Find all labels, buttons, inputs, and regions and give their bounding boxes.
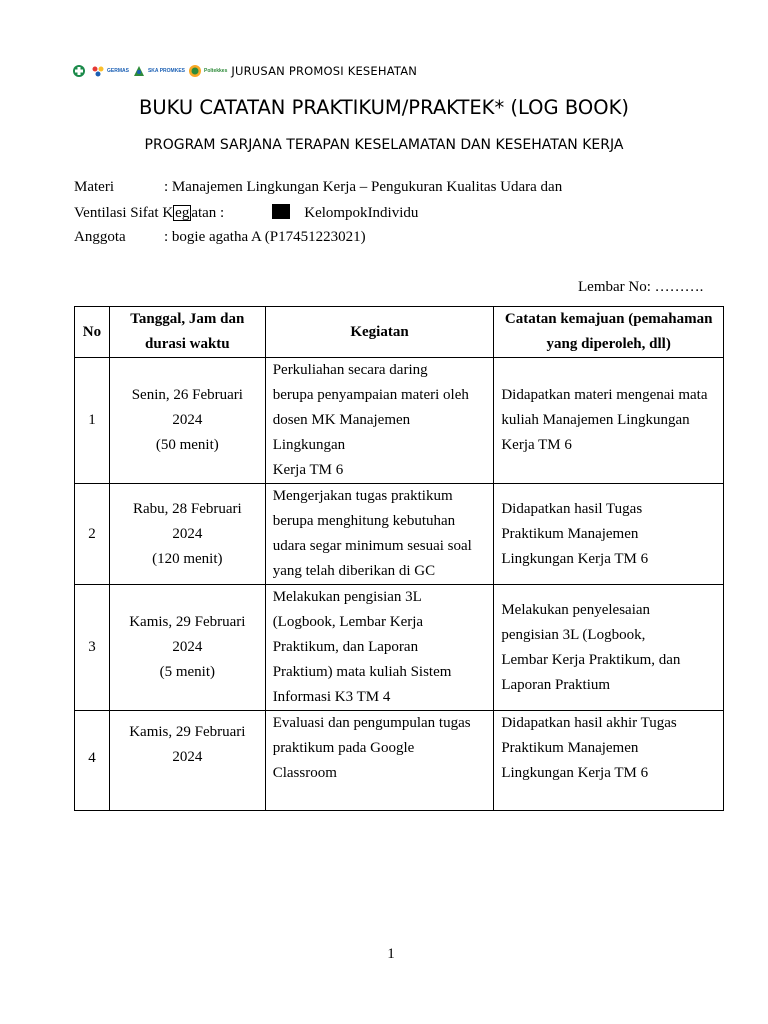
- catatan-line: kuliah Manajemen Lingkungan: [501, 412, 690, 428]
- catatan-line: pengisian 3L (Logbook,: [501, 626, 646, 643]
- kegiatan-line: berupa menghitung kebutuhan: [272, 513, 456, 529]
- kelompok-checkbox[interactable]: [272, 204, 290, 219]
- catatan-line: Melakukan penyelesaian: [501, 601, 651, 618]
- date-line: 2024: [172, 412, 203, 428]
- kemenkes-logo-mark: [72, 64, 86, 78]
- sifat-kegiatan-text-start: Ventilasi Sifat K: [74, 205, 174, 221]
- kegiatan-line: Melakukan pengisian 3L: [272, 589, 422, 605]
- promkes-logo-mark: [132, 64, 146, 78]
- kegiatan-line: udara segar minimum sesuai soal: [272, 538, 472, 554]
- row-catatan: [494, 585, 724, 711]
- date-line: Kamis, 29 Februari: [129, 614, 246, 630]
- kegiatan-line: Evaluasi dan pengumpulan tugas: [272, 715, 471, 731]
- row-no: 2: [75, 484, 110, 585]
- date-line: 2024: [172, 749, 203, 765]
- catatan-line: Lingkungan Kerja TM 6: [501, 550, 649, 567]
- row-no: 3: [75, 585, 110, 711]
- header-date-line: durasi waktu: [145, 336, 230, 352]
- logbook-table: [74, 306, 724, 811]
- catatan-line: Didapatkan hasil Tugas: [501, 500, 643, 517]
- date-line: Rabu, 28 Februari: [132, 500, 242, 517]
- option-kelompok: Kelompok: [304, 205, 368, 221]
- institution-logos: [72, 62, 227, 80]
- anggota-line: [74, 229, 366, 246]
- header-date-line: Tanggal, Jam dan: [130, 311, 245, 327]
- date-line: 2024: [172, 639, 203, 655]
- header-date: [109, 307, 265, 358]
- materi-value: : Manajemen Lingkungan Kerja – Pengukuran Kualitas Udara dan: [164, 179, 563, 195]
- kegiatan-line: Kerja TM 6: [272, 462, 344, 478]
- catatan-line: Lingkungan Kerja TM 6: [501, 765, 649, 781]
- row-catatan: [494, 711, 724, 811]
- anggota-label: Anggota: [74, 229, 126, 245]
- catatan-line: Didapatkan hasil akhir Tugas: [501, 715, 677, 731]
- lembar-number: Lembar No: ……….: [578, 279, 704, 295]
- row-kegiatan: [265, 585, 494, 711]
- header-kegiatan: Kegiatan: [265, 307, 494, 358]
- catatan-line: Praktikum Manajemen: [501, 740, 639, 756]
- date-line: Kamis, 29 Februari: [129, 724, 246, 740]
- anggota-value: : bogie agatha A (P17451223021): [164, 229, 366, 245]
- table-row: [75, 585, 724, 711]
- row-date: [109, 711, 265, 811]
- date-line: (5 menit): [159, 664, 216, 680]
- kegiatan-line: dosen MK Manajemen: [272, 412, 411, 428]
- option-individu: Individu: [367, 205, 419, 221]
- poltekkes-logo-mark: [188, 64, 202, 78]
- header-no: No: [75, 307, 110, 358]
- catatan-line: Didapatkan materi mengenai mata: [501, 387, 708, 403]
- kegiatan-line: Classroom: [272, 765, 337, 781]
- kegiatan-line: Informasi K3 TM 4: [272, 689, 391, 705]
- germas-logo-text: GERMAS: [107, 67, 129, 74]
- document-title: BUKU CATATAN PRAKTIKUM/PRAKTEK* (LOG BOOK): [139, 96, 629, 119]
- promkes-logo-text: SKA PROMKES: [147, 67, 185, 74]
- header-catatan-line: Catatan kemajuan (pemahaman: [504, 311, 713, 327]
- row-catatan: [494, 484, 724, 585]
- kemenkes-logo: [72, 62, 88, 80]
- table-row: [75, 358, 724, 484]
- row-no: 4: [75, 711, 110, 811]
- row-date: [109, 484, 265, 585]
- row-catatan: [494, 358, 724, 484]
- date-line: Senin, 26 Februari: [131, 387, 243, 403]
- sifat-kegiatan-boxed-text: eg: [175, 205, 190, 221]
- materi-line: [74, 179, 562, 196]
- table-header-row: [75, 307, 724, 358]
- row-kegiatan: [265, 484, 494, 585]
- date-line: (50 menit): [155, 437, 219, 453]
- catatan-line: Kerja TM 6: [501, 437, 572, 453]
- germas-logo: [91, 62, 129, 80]
- row-date: [109, 358, 265, 484]
- header-catatan: [494, 307, 724, 358]
- header-catatan-line: yang diperoleh, dll): [546, 336, 671, 352]
- kegiatan-line: Praktium) mata kuliah Sistem: [272, 664, 452, 680]
- sifat-kegiatan-text-end: atan :: [191, 205, 225, 221]
- materi-label: Materi: [74, 179, 114, 195]
- date-line: 2024: [172, 525, 203, 542]
- kegiatan-line: Mengerjakan tugas praktikum: [272, 488, 453, 504]
- page-number: 1: [387, 946, 395, 962]
- catatan-line: Laporan Praktium: [501, 676, 611, 693]
- kegiatan-line: berupa penyampaian materi oleh: [272, 387, 469, 403]
- promkes-logo: [132, 62, 185, 80]
- catatan-line: Praktikum Manajemen: [501, 525, 639, 542]
- table-row: [75, 484, 724, 585]
- row-kegiatan: [265, 711, 494, 811]
- poltekkes-logo-text: Poltekkes: [204, 67, 228, 74]
- kegiatan-line: (Logbook, Lembar Kerja: [272, 614, 424, 630]
- kegiatan-line: Perkuliahan secara daring: [272, 362, 428, 378]
- germas-logo-mark: [91, 64, 105, 78]
- row-kegiatan: [265, 358, 494, 484]
- row-no: 1: [75, 358, 110, 484]
- poltekkes-logo: [188, 62, 227, 80]
- kegiatan-line: Lingkungan: [272, 437, 346, 453]
- department-name: JURUSAN PROMOSI KESEHATAN: [231, 64, 418, 78]
- kegiatan-line: praktikum pada Google: [272, 740, 415, 756]
- document-header: [72, 60, 417, 82]
- catatan-line: Lembar Kerja Praktikum, dan: [501, 651, 681, 668]
- kegiatan-line: yang telah diberikan di GC: [272, 563, 436, 579]
- kegiatan-line: Praktikum, dan Laporan: [272, 639, 419, 655]
- sifat-kegiatan-line: [74, 204, 418, 222]
- row-date: [109, 585, 265, 711]
- table-row: [75, 711, 724, 811]
- document-subtitle: PROGRAM SARJANA TERAPAN KESELAMATAN DAN KESEHATAN KERJA: [144, 137, 624, 153]
- date-line: (120 menit): [152, 550, 223, 567]
